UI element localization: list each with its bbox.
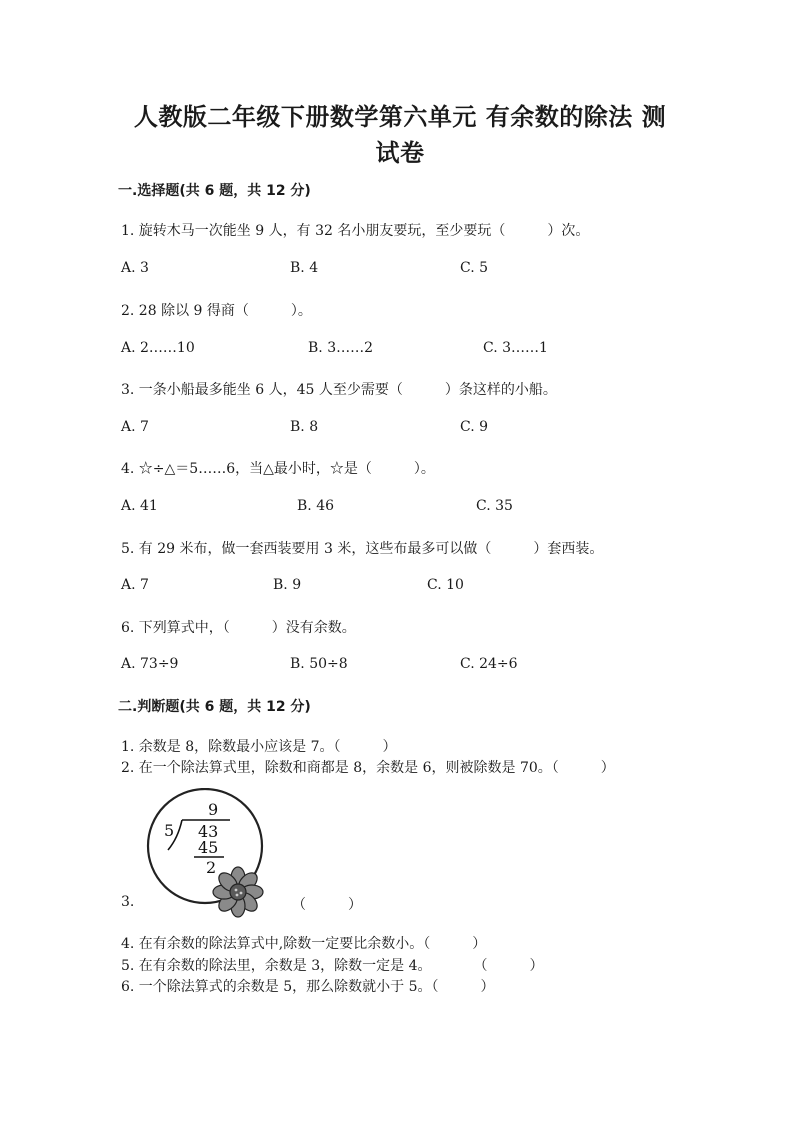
figure-divisor: 5 xyxy=(164,821,175,840)
q6-option-c: C. 24÷6 xyxy=(460,656,518,672)
q6-option-a: A. 73÷9 xyxy=(121,656,179,672)
figure-remainder: 2 xyxy=(206,858,217,877)
section-heading-judgment: 二.判断题(共 6 题，共 12 分) xyxy=(118,699,311,715)
figure-product: 45 xyxy=(198,838,219,857)
question-6: 6. 下列算式中，（ ）没有余数。 xyxy=(121,620,356,636)
judgment-5: 5. 在有余数的除法里，余数是 3，除数一定是 4。 （ ） xyxy=(121,958,544,974)
q4-option-a: A. 41 xyxy=(121,498,158,514)
q1-option-a: A. 3 xyxy=(121,260,149,276)
q2-option-a: A. 2……10 xyxy=(121,340,195,356)
judgment-4: 4. 在有余数的除法算式中,除数一定要比余数小。（ ） xyxy=(121,936,487,952)
judgment-1: 1. 余数是 8，除数最小应该是 7。（ ） xyxy=(121,739,397,755)
figure-dividend: 43 xyxy=(198,822,219,841)
page-title-line2: 试卷 xyxy=(375,139,425,167)
question-4: 4. ☆÷△＝5……6，当△最小时，☆是（ ）。 xyxy=(121,461,435,477)
q1-option-b: B. 4 xyxy=(290,260,319,276)
q6-option-b: B. 50÷8 xyxy=(290,656,348,672)
q5-option-c: C. 10 xyxy=(427,577,464,593)
q5-option-a: A. 7 xyxy=(121,577,149,593)
question-5: 5. 有 29 米布，做一套西装要用 3 米，这些布最多可以做（ ）套西装。 xyxy=(121,541,604,557)
q1-option-c: C. 5 xyxy=(460,260,489,276)
judgment-3: 3. xyxy=(121,894,135,910)
q4-option-b: B. 46 xyxy=(297,498,335,514)
judgment-2: 2. 在一个除法算式里，除数和商都是 8，余数是 6，则被除数是 70。（ ） xyxy=(121,760,615,776)
question-2: 2. 28 除以 9 得商（ ）。 xyxy=(121,303,312,319)
judgment-6: 6. 一个除法算式的余数是 5，那么除数就小于 5。（ ） xyxy=(121,979,495,995)
section-heading-choice: 一.选择题(共 6 题，共 12 分) xyxy=(118,183,311,199)
judgment-3-blank: （ ） xyxy=(292,897,362,913)
page-title-line1: 人教版二年级下册数学第六单元 有余数的除法 测 xyxy=(133,103,667,131)
q3-option-b: B. 8 xyxy=(290,419,319,435)
q3-option-c: C. 9 xyxy=(460,419,489,435)
q5-option-b: B. 9 xyxy=(273,577,302,593)
q4-option-c: C. 35 xyxy=(476,498,513,514)
flower-icon xyxy=(213,867,263,917)
question-1: 1. 旋转木马一次能坐 9 人，有 32 名小朋友要玩，至少要玩（ ）次。 xyxy=(121,223,590,239)
figure-quotient: 9 xyxy=(208,800,219,819)
question-3: 3. 一条小船最多能坐 6 人，45 人至少需要（ ）条这样的小船。 xyxy=(121,382,557,398)
q2-option-b: B. 3……2 xyxy=(308,340,374,356)
division-flower-figure xyxy=(140,788,280,920)
q2-option-c: C. 3……1 xyxy=(483,340,548,356)
q3-option-a: A. 7 xyxy=(121,419,149,435)
